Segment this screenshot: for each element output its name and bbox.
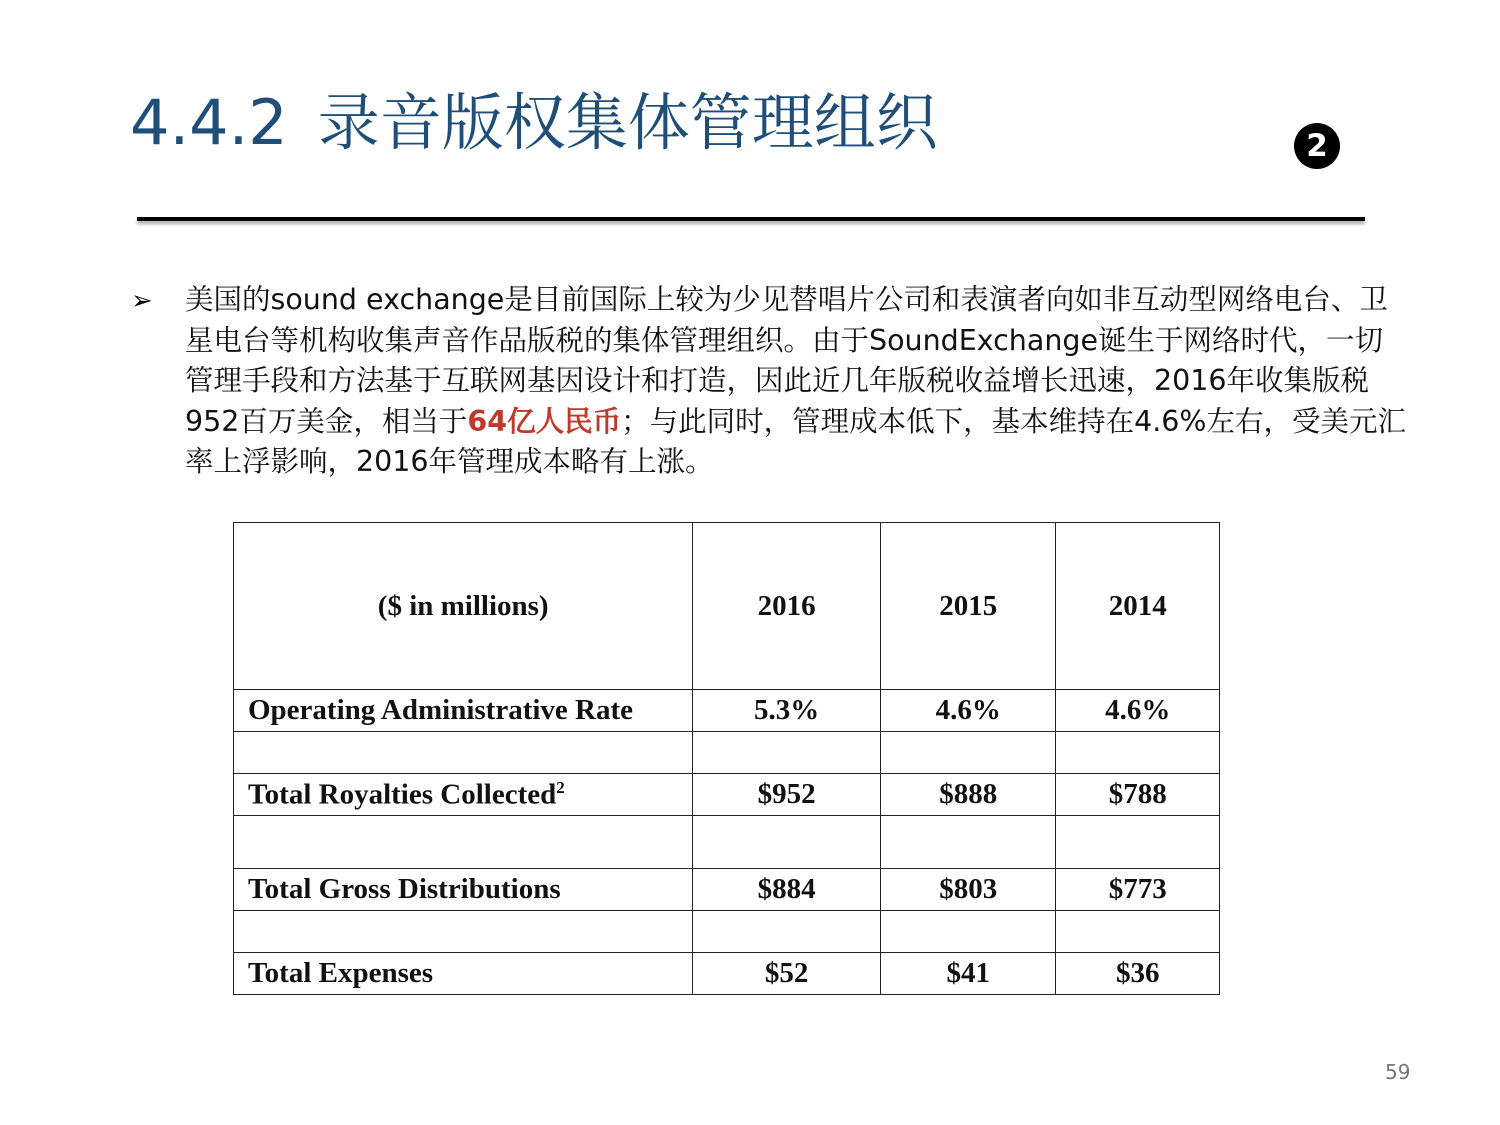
table-cell: $52 xyxy=(693,953,881,995)
table-spacer-row xyxy=(234,911,1220,953)
table-cell: $888 xyxy=(880,774,1056,816)
arrow-bullet-icon: ➢ xyxy=(131,286,153,316)
table-cell: $788 xyxy=(1056,774,1220,816)
table-header-row xyxy=(234,523,1220,690)
table-cell: $41 xyxy=(880,953,1056,995)
page-number: 59 xyxy=(1385,1060,1411,1084)
slide-title xyxy=(130,86,938,159)
header-cell-2016: 2016 xyxy=(693,523,881,690)
table-cell: $952 xyxy=(693,774,881,816)
title-text: 录音版权集体管理组织 xyxy=(317,86,938,159)
table-row xyxy=(234,869,1220,911)
table-cell: $803 xyxy=(880,869,1056,911)
row-label: Operating Administrative Rate xyxy=(234,690,693,732)
table-row xyxy=(234,774,1220,816)
header-cell-units: ($ in millions) xyxy=(234,523,693,690)
section-number: 4.4.2 xyxy=(130,86,288,159)
table-row xyxy=(234,690,1220,732)
table-row xyxy=(234,953,1220,995)
table-cell: 5.3% xyxy=(693,690,881,732)
table-cell: 4.6% xyxy=(880,690,1056,732)
footnote-marker: 2 xyxy=(556,777,565,797)
table-cell: $773 xyxy=(1056,869,1220,911)
row-label: Total Royalties Collected$^2$ xyxy=(234,774,693,816)
royalties-table xyxy=(233,522,1220,995)
paragraph-text-start: 美国的sound exchange是目前国际上较为少见替唱片公司和表演者向如非互动型网络电台、卫星电台等机构收集声音作品版税的集体管理组织。由于SoundExchange诞生于网络时代，一切管理手段和方法基于互联网基因设计和打造，因此近几年版税收益增长迅速，2016年收集版税952百万美金，相当于 xyxy=(185,283,1388,438)
title-divider xyxy=(137,217,1365,221)
table-cell: 4.6% xyxy=(1056,690,1220,732)
header-cell-2015: 2015 xyxy=(880,523,1056,690)
table-spacer-row xyxy=(234,732,1220,774)
number-badge-icon: 2 xyxy=(1294,123,1340,169)
paragraph-text-end: ；与此同时，管理成本低下，基本维持在4.6%左右，受美元汇率上浮影响，2016年管理成本略有上涨。 xyxy=(185,404,1406,478)
table-spacer-row xyxy=(234,816,1220,869)
body-paragraph xyxy=(185,280,1410,483)
highlighted-amount: 64亿人民币 xyxy=(467,404,622,438)
table-cell: $884 xyxy=(693,869,881,911)
row-label: Total Gross Distributions xyxy=(234,869,693,911)
table-cell: $36 xyxy=(1056,953,1220,995)
row-label: Total Expenses xyxy=(234,953,693,995)
header-cell-2014: 2014 xyxy=(1056,523,1220,690)
